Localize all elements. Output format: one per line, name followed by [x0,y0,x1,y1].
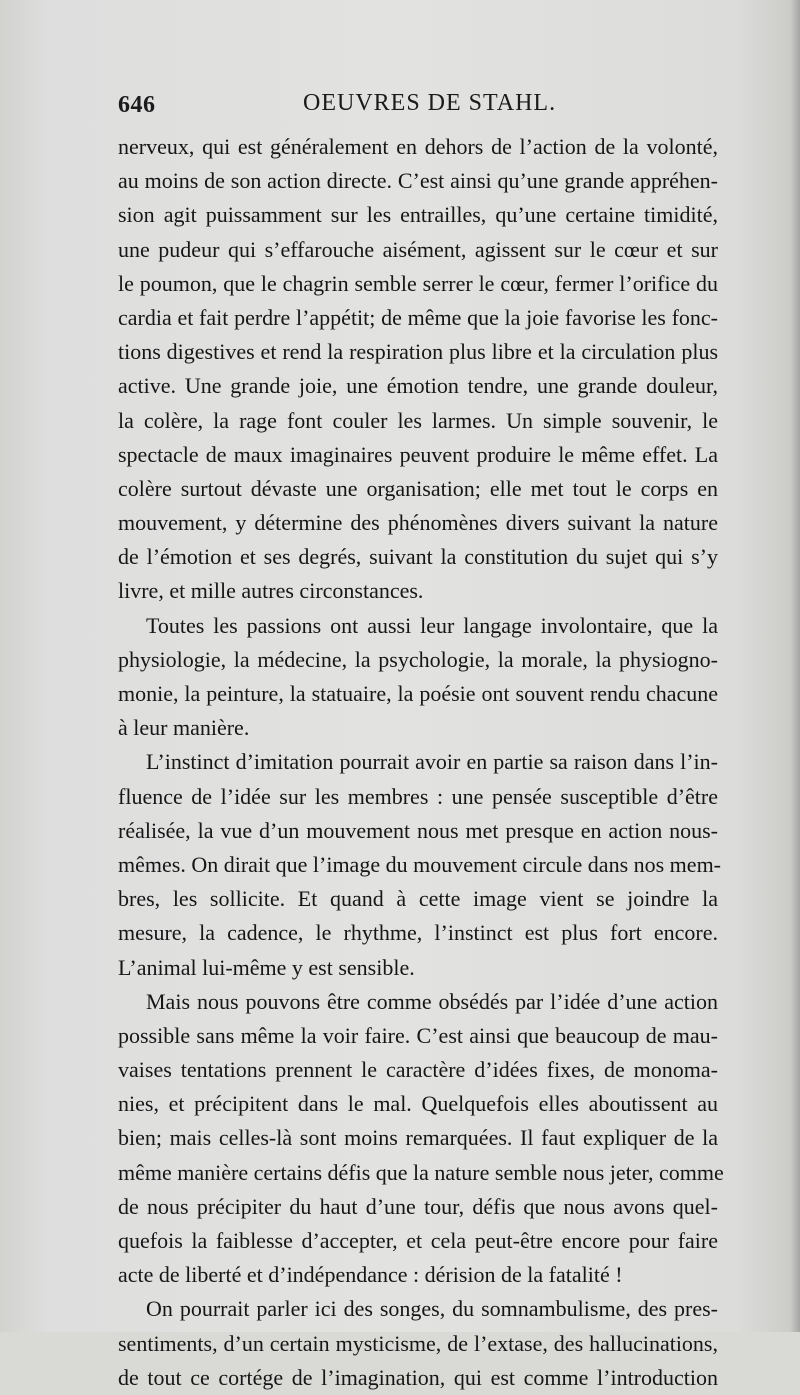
text-line: quefois la faiblesse d’accepter, et cela peut-être encore pour faire [118,1228,718,1253]
text-line: Mais nous pouvons être comme obsédés par l’idée d’une action [146,988,718,1014]
text-line: cardia et fait perdre l’appétit; de même que la joie favorise les fonc- [118,304,718,330]
text-line: L’animal lui-même y est sensible. [118,954,415,980]
text-line: même manière certains défis que la nature semble nous jeter, comme [118,1159,724,1185]
text-line: nerveux, qui est généralement en dehors de l’action de la volonté, [118,134,718,159]
text-line: réalisée, la vue d’un mouvement nous met presque en action nous- [118,817,718,843]
body-text [118,130,724,1395]
text-line: L’instinct d’imitation pourrait avoir en partie sa raison dans l’in- [146,749,718,775]
page-number: 646 [118,92,156,118]
text-line: active. Une grande joie, une émotion tendre, une grande douleur, [118,373,718,399]
text-line: nies, et précipitent dans le mal. Quelquefois elles aboutissent au [118,1091,718,1117]
text-line: de tout ce cortége de l’imagination, qui est comme l’introduction [118,1364,718,1390]
text-line: mêmes. On dirait que l’image du mouvement circule dans nos mem- [118,851,722,877]
text-line: mouvement, y détermine des phénomènes divers suivant la nature [118,510,718,536]
text-line: bien; mais celles-là sont moins remarquées. Il faut expliquer de la [118,1125,718,1151]
text-line: au moins de son action directe. C’est ainsi qu’une grande appréhen- [118,168,718,194]
text-line: à leur manière. [118,715,250,741]
text-line: tions digestives et rend la respiration plus libre et la circulation plus [118,339,718,365]
text-line: mesure, la cadence, le rhythme, l’instinct est plus fort encore. [118,920,718,946]
text-line: de nous précipiter du haut d’une tour, défis que nous avons quel- [118,1193,718,1219]
text-line: bres, les sollicite. Et quand à cette image vient se joindre la [118,886,718,912]
text-line: On pourrait parler ici des songes, du somnambulisme, des pres- [146,1296,718,1322]
text-line: vaises tentations prennent le caractère d’idées fixes, de monoma- [118,1057,718,1083]
text-line: sion agit puissamment sur les entrailles, qu’une certaine timidité, [118,202,718,228]
text-line: de l’émotion et ses degrés, suivant la constitution du sujet qui s’y [118,544,718,570]
running-title: OEUVRES DE STAHL. [303,90,557,116]
text-line: fluence de l’idée sur les membres : une pensée susceptible d’être [118,783,718,809]
text-line: colère surtout dévaste une organisation; elle met tout le corps en [118,475,718,501]
text-line: une pudeur qui s’effarouche aisément, agissent sur le cœur et sur [118,236,718,262]
text-line: acte de liberté et d’indépendance : dérision de la fatalité ! [118,1262,623,1288]
text-line: physiologie, la médecine, la psychologie, la morale, la physiogno- [118,646,718,672]
text-line: sentiments, d’un certain mysticisme, de l’extase, des hallucinations, [118,1330,718,1356]
text-line: livre, et mille autres circonstances. [118,578,424,604]
running-head [118,88,718,124]
text-line: spectacle de maux imaginaires peuvent produire le même effet. La [118,441,718,467]
page-edge-shadow [790,0,800,1332]
text-line: le poumon, que le chagrin semble serrer le cœur, fermer l’orifice du [118,270,718,296]
text-line: possible sans même la voir faire. C’est ainsi que beaucoup de mau- [118,1022,718,1048]
text-line: monie, la peinture, la statuaire, la poésie ont souvent rendu chacune [118,681,718,706]
text-line: la colère, la rage font couler les larmes. Un simple souvenir, le [118,407,718,433]
text-line: Toutes les passions ont aussi leur langage involontaire, que la [146,612,718,638]
